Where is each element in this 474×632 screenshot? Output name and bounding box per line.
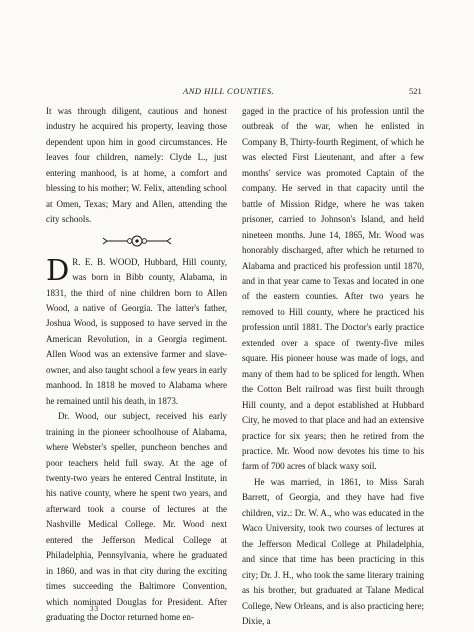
left-column [46, 104, 227, 626]
paragraph: It was through diligent, cautious and honest industry he acquired his property, leaving those dependent upon him in good circumstances. He leaves four children, namely: Clyde L., just entering manhood, is at home, a comfort and blessing to his mother; W. Felix, attending school at Omen, Texas; Mary and Allen, attending the city schools. [46, 106, 227, 225]
drop-cap: D [46, 252, 70, 287]
running-head [0, 86, 474, 98]
paragraph-text: R. E. B. WOOD, Hubbard, Hill county, was born in Bibb county, Alabama, in 1831, the third of nine children born to Allen Wood, a native of Georgia. The latter's father, Joshua Wood, is supposed to have served in the American Revolution, in a Georgia regiment. Allen Wood was an extensive farmer and slave-owner, and also taught school a few years in early manhood. In 1818 he moved to Alabama where he remained until his death, in 1873. [46, 256, 227, 406]
paragraph: He was married, in 1861, to Miss Sarah Barrett, of Georgia, and they have had five children, viz.: Dr. W. A., who was educated in the Waco University, took two courses of lectures at the Jefferson Medical College at Philadelphia, and since that time has been practicing in this city; Dr. J. H., who took the same literary training as his brother, but graduated at Talane Medical College, New Orleans, and is also practicing here; Dixie, a [242, 476, 424, 626]
page-number: 521 [409, 86, 422, 96]
running-head-title: AND HILL COUNTIES. [183, 86, 275, 96]
signature-mark: 33 [90, 605, 99, 613]
section-ornament [46, 231, 227, 251]
paragraph: gaged in the practice of his profession until the outbreak of the war, when he enlisted in Company B, Thirty-fourth Regiment, of which he was elected First Lieutenant, and after a few months' service was promoted Captain of the company. He served in that capacity until the battle of Mission Ridge, where he was taken prisoner, carried to Johnson's Island, and held nineteen months. June 14, 1865, Mr. Wood was honorably discharged, after which he returned to Alabama and practiced his profession until 1870, and in that year came to Texas and located in one of the eastern counties. After two years he removed to Hill county, where he practiced his profession until 1881. The Doctor's early practice extended over a space of twenty-five miles square. His pioneer house was made of logs, and many of them had to be spliced for length. When the Cotton Belt railroad was first built through Hill county, and a depot established at Hubbard City, he moved to that place and had an extensive practice for six years; then he retired from the practice. Mr. Wood now devotes his time to his farm of 700 acres of black waxy soil. [242, 106, 424, 472]
right-column [242, 104, 424, 629]
biography-opening-paragraph [46, 252, 227, 410]
ornament-divider-icon [97, 232, 177, 250]
paragraph: Dr. Wood, our subject, received his early training in the pioneer schoolhouse of Alabama, where Webster's speller, puncheon benches and poor teachers held full sway. At the age of twenty-two years he entered Central Institute, in his native county, where he spent two years, and afterward took a course of lectures at the Nashville Medical College. Mr. Wood next entered the Jefferson Medical College at Philadelphia, Pennsylvania, where he graduated in 1860, and was in that city during the exciting times succeeding the Baltimore Convention, which nominated Douglas for President. After graduating the Doctor returned home en- [46, 411, 227, 623]
